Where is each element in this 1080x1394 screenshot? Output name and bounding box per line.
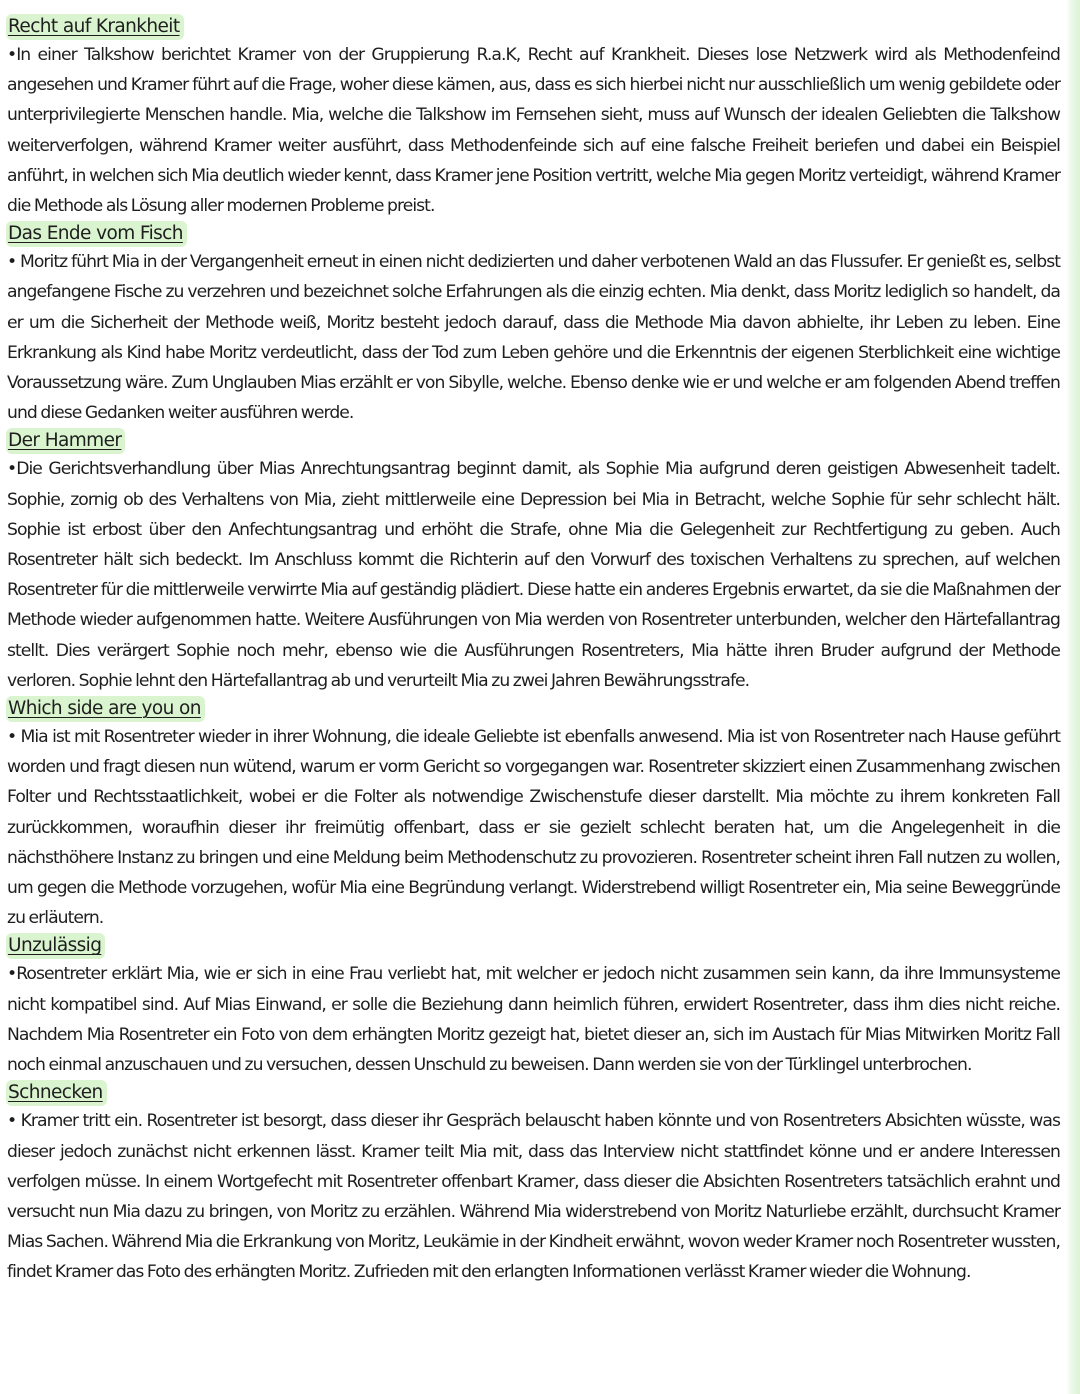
section-heading: Which side are you on [6, 696, 205, 722]
section-recht-auf-krankheit [6, 14, 1064, 221]
section-text: • Kramer tritt ein. Rosentreter ist besorgt, dass dieser ihr Gespräch belauscht haben könnte und von Rosentreters Absichten wüsste, was dieser jedoch zunächst nicht erkennen lässt. Kramer teilt Mia mit, dass das Interview nicht stattfindet könne und er andere Interessen verfolgen müsse. In einem Wortgefecht mit Rosentreter offenbart Kramer, dass dieser die Absichten Rosentreters tatsächlich erahnt und versucht nun Mia dazu zu bringen, von Moritz zu erzählen. Während Mia widerstrebend von Moritz Naturliebe erzählt, durchsucht Kramer Mias Sachen. Während Mia die Erkrankung von Moritz, Leukämie in der Kindheit erwähnt, wovon weder Kramer noch Rosentreter wussten, findet Kramer das Foto des erhängten Moritz. Zufrieden mit den erlangten Informationen verlässt Kramer wieder die Wohnung. [7, 1111, 1060, 1283]
section-unzulaessig [6, 933, 1064, 1080]
section-text: •Rosentreter erklärt Mia, wie er sich in eine Frau verliebt hat, mit welcher er jedoch nicht zusammen sein kann, da ihre Immunsysteme nicht kompatibel sind. Auf Mias Einwand, er solle die Beziehung dann heimlich führen, erwidert Rosentreter, dass ihm dies nicht reiche. Nachdem Mia Rosentreter ein Foto von dem erhängten Moritz gezeigt hat, bietet dieser an, sich im Austach für Mias Mitwirken Moritz Fall noch einmal anzuschauen und zu versuchen, dessen Unschuld zu beweisen. Dann werden sie von der Türklingel unterbrochen. [7, 964, 1060, 1076]
section-heading: Das Ende vom Fisch [6, 221, 187, 247]
section-which-side-are-you-on [6, 696, 1064, 933]
section-text: • Moritz führt Mia in der Vergangenheit erneut in einen nicht dedizierten und daher verbotenen Wald an das Flussufer. Er genießt es, selbst angefangene Fische zu verzehren und bezeichnet solche Erfahrungen als die einzig echten. Mia denkt, dass Moritz lediglich so handelt, da er um die Sicherheit der Methode weiß, Moritz besteht jedoch darauf, dass die Methode Mia davon abhielte, ihr Leben zu leben. Eine Erkrankung als Kind habe Moritz verdeutlicht, dass der Tod zum Leben gehöre und die Erkenntnis der eigenen Sterblichkeit eine wichtige Voraussetzung wäre. Zum Unglauben Mias erzählt er von Sibylle, welche. Ebenso denke wie er und welche er am folgenden Abend treffen und diese Gedanken weiter ausführen werde. [7, 252, 1060, 424]
section-heading: Unzulässig [6, 933, 105, 959]
section-schnecken [6, 1080, 1064, 1287]
section-text: • Mia ist mit Rosentreter wieder in ihrer Wohnung, die ideale Geliebte ist ebenfalls anwesend. Mia ist von Rosentreter nach Hause geführt worden und fragt diesen nun wütend, warum er vorm Gericht so vorgegangen war. Rosentreter skizziert einen Zusammenhang zwischen Folter und Rechtsstaatlichkeit, wobei er die Folter als notwendige Zwischenstufe dieser darstellt. Mia möchte zu ihrem konkreten Fall zurückkommen, woraufhin dieser ihr freimütig offenbart, dass er sie gezielt schlecht beraten hat, um die Angelegenheit in die nächsthöhere Instanz zu bringen und eine Meldung beim Methodenschutz zu provozieren. Rosentreter scheint ihren Fall nutzen zu wollen, um gegen die Methode vorzugehen, wofür Mia eine Begründung verlangt. Widerstrebend willigt Rosentreter ein, Mia seine Beweggründe zu erläutern. [7, 727, 1060, 929]
section-heading: Schnecken [6, 1080, 107, 1106]
page-edge-decoration [1066, 0, 1080, 1394]
section-das-ende-vom-fisch [6, 221, 1064, 428]
section-der-hammer [6, 428, 1064, 696]
section-text: •Die Gerichtsverhandlung über Mias Anrechtungsantrag beginnt damit, als Sophie Mia aufgrund deren geistigen Abwesenheit tadelt. Sophie, zornig ob des Verhaltens von Mia, zieht mittlerweile eine Depression bei Mia in Betracht, welche Sophie für sehr schlecht hält. Sophie ist erbost über den Anfechtungsantrag und erhöht die Strafe, ohne Mia die Gelegenheit zur Rechtfertigung zu geben. Auch Rosentreter hält sich bedeckt. Im Anschluss kommt die Richterin auf den Vorwurf des toxischen Verhaltens zu sprechen, auf welchen Rosentreter für die mittlerweile verwirrte Mia auf geständig plädiert. Diese hatte ein anderes Ergebnis erwartet, da sie die Maßnahmen der Methode wieder aufgenommen hatte. Weitere Ausführungen von Mia werden von Rosentreter unterbunden, welcher den Härtefallantrag stellt. Dies verärgert Sophie noch mehr, ebenso wie die Ausführungen Rosentreters, Mia hätte ihren Bruder aufgrund der Methode verloren. Sophie lehnt den Härtefallantrag ab und verurteilt Mia zu zwei Jahren Bewährungsstrafe. [7, 459, 1060, 691]
section-heading: Der Hammer [6, 428, 125, 454]
section-heading: Recht auf Krankheit [6, 14, 184, 40]
section-text: •In einer Talkshow berichtet Kramer von der Gruppierung R.a.K, Recht auf Krankheit. Dieses lose Netzwerk wird als Methodenfeind angesehen und Kramer führt auf die Frage, woher diese kämen, aus, dass es sich hierbei nicht nur ausschließlich um wenig gebildete oder unterprivilegierte Menschen handle. Mia, welche die Talkshow im Fernsehen sieht, muss auf Wunsch der idealen Geliebten die Talkshow weiterverfolgen, während Kramer weiter ausführt, dass Methodenfeinde sich auf eine falsche Freiheit beriefen und dabei ein Beispiel anführt, in welchen sich Mia deutlich wieder kennt, dass Kramer jene Position vertritt, welche Mia gegen Moritz verteidigt, während Kramer die Methode als Lösung aller modernen Probleme preist. [7, 45, 1060, 217]
